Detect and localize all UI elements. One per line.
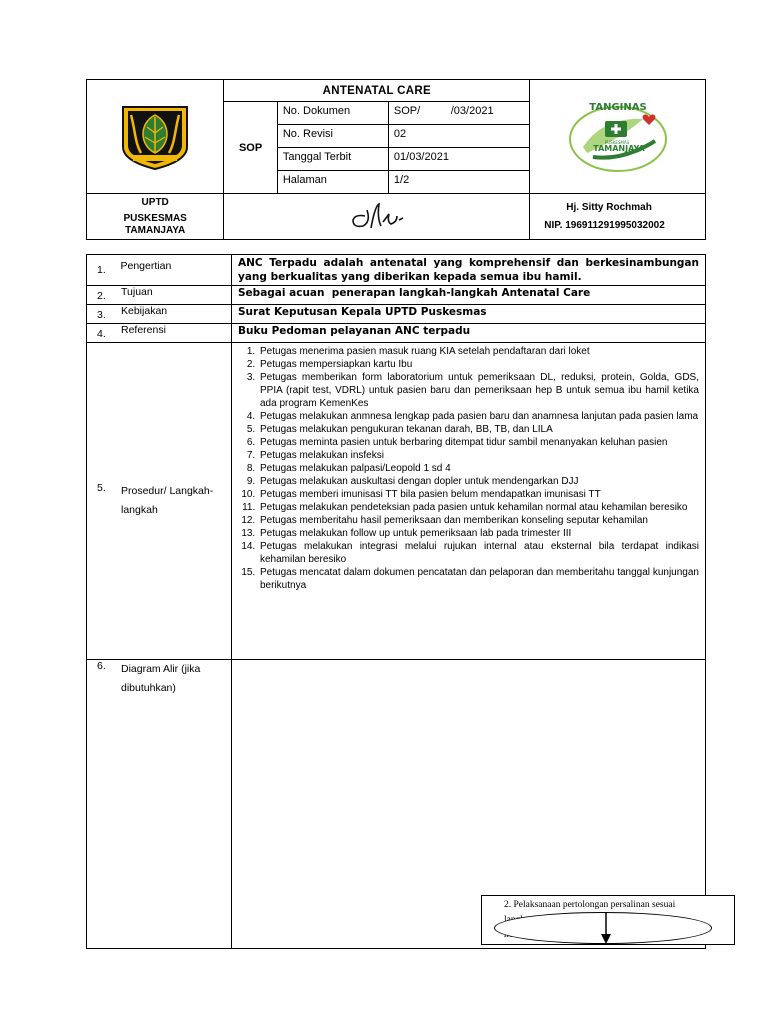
section-label: Diagram Alir (jika dibutuhkan) [121, 663, 201, 694]
doc-field-value: SOP/ /03/2021 [388, 102, 529, 125]
signature-cell [224, 194, 530, 240]
regency-emblem-icon [117, 103, 193, 171]
puskesmas-logo-icon [563, 97, 673, 177]
signer-nip: NIP. 196911291995032002 [544, 219, 665, 231]
section-label-cell [87, 255, 232, 286]
section-number: 5. [97, 482, 106, 494]
org-line1: UPTD [141, 196, 169, 208]
logo-left-cell [87, 80, 224, 194]
procedure-step: 5. Petugas melakukan pengukuran tekanan darah, BB, TB, dan LILA [258, 423, 699, 436]
procedure-step: 4. Petugas melakukan anmnesa lengkap pada pasien baru dan anamnesa lanjutan pada pasien lama [258, 410, 699, 423]
header-table [86, 79, 706, 240]
procedure-label-cell [87, 343, 232, 660]
section-number: 3. [97, 309, 106, 321]
doc-field-value: 01/03/2021 [388, 148, 529, 171]
sop-label: SOP [224, 102, 278, 194]
procedure-step: 7. Petugas melakukan insfeksi [258, 449, 699, 462]
section-label-cell [87, 324, 232, 343]
logo-text-main: TAMANJAYA [592, 143, 645, 153]
logo-right-cell [530, 80, 706, 194]
section-label: Prosedur/ Langkah-langkah [121, 485, 214, 516]
procedure-step: 9. Petugas melakukan auskultasi dengan dopler untuk mendengarkan DJJ [258, 475, 699, 488]
procedure-step: 12. Petugas memberitahu hasil pemeriksaan dan memberikan konseling seputar kehamilan [258, 514, 699, 527]
org-line3: TAMANJAYA [125, 224, 186, 236]
section-content: Buku Pedoman pelayanan ANC terpadu [232, 324, 706, 343]
org-name-cell [87, 194, 224, 240]
procedure-step: 10. Petugas memberi imunisasi TT bila pasien belum mendapatkan imunisasi TT [258, 488, 699, 501]
procedure-step: 11. Petugas melakukan pendeteksian pada pasien untuk kehamilan normal atau kehamilan beresiko [258, 501, 699, 514]
procedure-step: 2. Petugas mempersiapkan kartu Ibu [258, 358, 699, 371]
doc-title: ANTENATAL CARE [224, 80, 530, 102]
procedure-steps [232, 345, 699, 592]
procedure-step: 15. Petugas mencatat dalam dokumen pencatatan dan pelaporan dan memberitahu tanggal kunjungan berikutnya [258, 566, 699, 592]
signature-icon [345, 200, 409, 234]
section-number: 4. [97, 328, 106, 340]
procedure-steps-cell [232, 343, 706, 660]
doc-field-value: 02 [388, 125, 529, 148]
doc-field-label: Halaman [277, 171, 388, 194]
section-content: ANC Terpadu adalah antenatal yang komprehensif dan berkesinambungan yang berkualitas yang diberikan kepada semua ibu hamil. [232, 255, 706, 286]
doc-field-label: Tanggal Terbit [277, 148, 388, 171]
sop-body-table [86, 254, 706, 949]
section-number: 2. [97, 290, 106, 302]
org-line2: PUSKESMAS [123, 212, 187, 224]
section-label: Pengertian [120, 260, 172, 272]
logo-text-mid: PUSKESMAS [604, 139, 629, 145]
diagram-label-cell [87, 660, 232, 949]
section-label-cell [87, 305, 232, 324]
section-content: Surat Keputusan Kepala UPTD Puskesmas [232, 305, 706, 324]
procedure-step: 1. Petugas menerima pasien masuk ruang KIA setelah pendaftaran dari loket [258, 345, 699, 358]
flow-arrow-icon [600, 912, 612, 946]
doc-field-value: 1/2 [388, 171, 529, 194]
doc-field-label: No. Dokumen [277, 102, 388, 125]
flow-box-line1: 2. Pelaksanaan pertolongan persalinan sesuai [504, 900, 676, 910]
procedure-step: 14. Petugas melakukan integrasi melalui rujukan internal atau eksternal bila terdapat indikasi kehamilan beresiko [258, 540, 699, 566]
section-label: Referensi [121, 324, 166, 336]
section-label-cell [87, 286, 232, 305]
procedure-step: 6. Petugas meminta pasien untuk berbaring ditempat tidur sambil menanyakan keluhan pasien [258, 436, 699, 449]
section-number: 1. [97, 264, 106, 276]
procedure-step: 8. Petugas melakukan palpasi/Leopold 1 sd 4 [258, 462, 699, 475]
section-label: Tujuan [121, 286, 153, 298]
signer-name: Hj. Sitty Rochmah [566, 201, 652, 213]
doc-field-label: No. Revisi [277, 125, 388, 148]
procedure-step: 13. Petugas melakukan follow up untuk pemeriksaan lab pada trimester III [258, 527, 699, 540]
section-number: 6. [97, 660, 106, 672]
signer-cell [530, 194, 706, 240]
section-content: Sebagai acuan penerapan langkah-langkah Antenatal Care [232, 286, 706, 305]
logo-text-top: TANGINAS [588, 101, 647, 113]
section-label: Kebijakan [121, 305, 168, 317]
procedure-step: 3. Petugas memberikan form laboratorium untuk pemeriksaan DL, reduksi, protein, Golda, GDS, PPIA (rapit test, VDRL) untuk pasien baru dan pemeriksaan hep B untuk semua ibu hamil ketika ada program KemenKes [258, 371, 699, 410]
